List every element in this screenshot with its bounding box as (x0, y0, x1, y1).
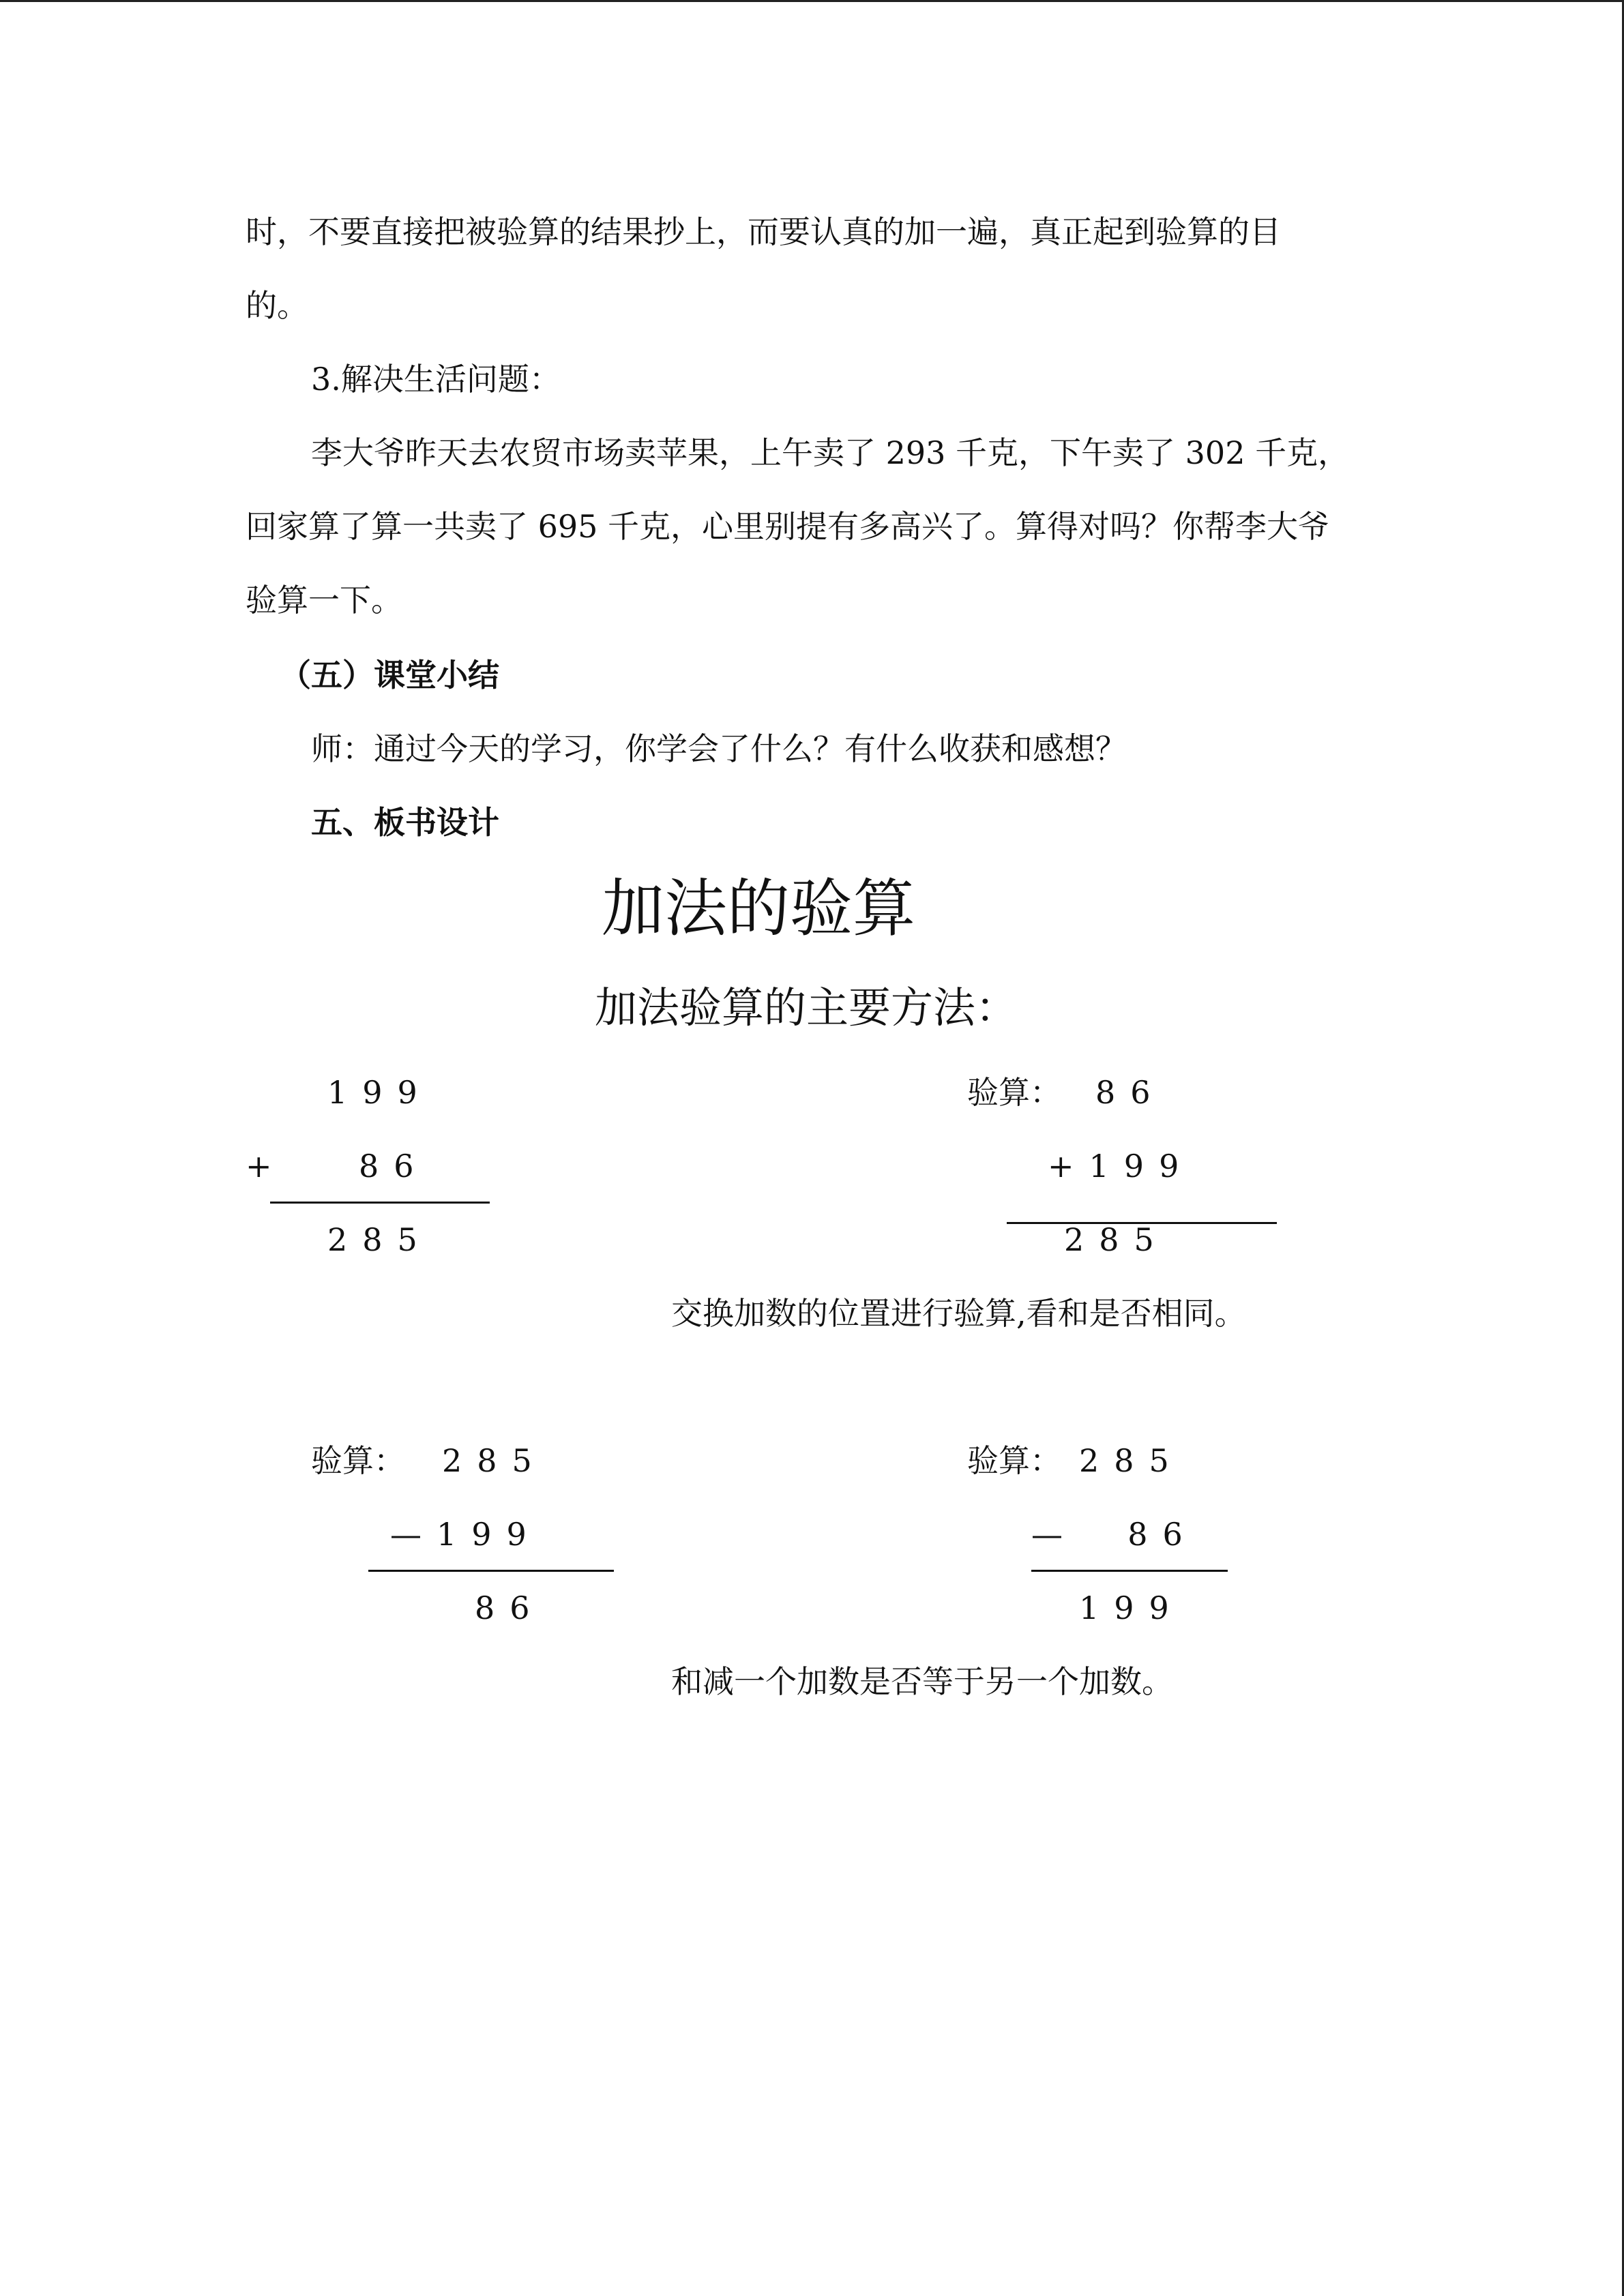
sub-line (368, 1570, 614, 1572)
board-subtitle: 加法验算的主要方法： (595, 983, 1018, 1032)
sub-subtrahend-2: — 86 (1031, 1516, 1198, 1553)
sub-check-label-2: 验算： (967, 1442, 1061, 1479)
item-heading: 3.解决生活问题： (311, 361, 561, 398)
method-note-1: 交换加数的位置进行验算,看和是否相同。 (671, 1295, 1246, 1332)
plus-sign: + (246, 1148, 272, 1184)
problem-line: 李大爷昨天去农贸市场卖苹果，上午卖了 293 千克，下午卖了 302 千克， (311, 434, 1350, 471)
check-sum-result: 285 (1064, 1221, 1169, 1258)
sub-difference-2: 199 (1079, 1590, 1184, 1626)
paragraph-line: 时，不要直接把被验算的结果抄上，而要认真的加一遍，真正起到验算的目 (246, 213, 1281, 250)
sub-difference: 86 (475, 1590, 545, 1626)
problem-line: 回家算了算一共卖了 695 千克，心里别提有多高兴了。算得对吗？你帮李大爷 (246, 508, 1330, 545)
addend-bottom: 86 (359, 1148, 429, 1184)
sub-subtrahend: —199 (390, 1516, 542, 1553)
paragraph-line: 的。 (246, 287, 308, 324)
addend-top: 199 (327, 1074, 432, 1111)
problem-line: 验算一下。 (246, 582, 402, 618)
board-title: 加法的验算 (602, 872, 916, 945)
sub-minuend: 285 (442, 1442, 547, 1479)
sub-line-2 (1031, 1570, 1228, 1572)
section-heading-summary: （五）课堂小结 (280, 657, 499, 694)
sub-minuend-2: 285 (1079, 1442, 1184, 1479)
check-addend-top: 86 (1095, 1074, 1166, 1111)
sum-result: 285 (327, 1221, 432, 1258)
teacher-line: 师：通过今天的学习，你学会了什么？有什么收获和感想？ (311, 730, 1127, 767)
sum-line (270, 1202, 490, 1204)
section-heading-board: 五、板书设计 (311, 804, 499, 841)
method-note-2: 和减一个加数是否等于另一个加数。 (671, 1663, 1173, 1700)
check-addend-bottom: +199 (1048, 1148, 1194, 1184)
sub-check-label: 验算： (311, 1442, 405, 1479)
check-label: 验算： (967, 1074, 1061, 1111)
